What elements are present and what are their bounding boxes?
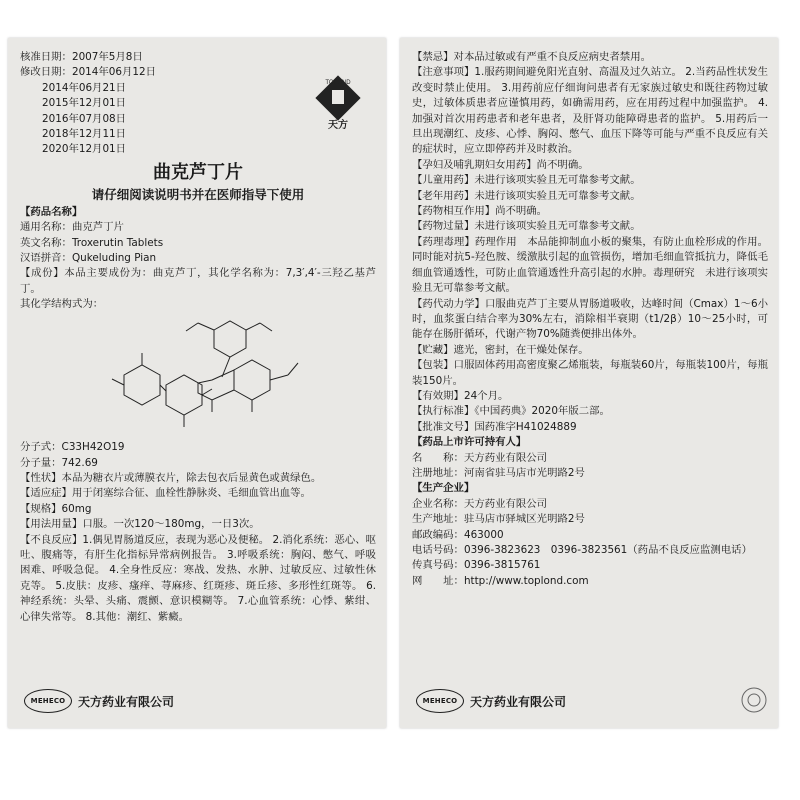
right-page-content xyxy=(412,50,768,589)
revision-date-item: 2020年12月01日 xyxy=(42,143,127,156)
section-standard: 【执行标准】《中国药典》2020年版二部。 xyxy=(412,405,610,418)
english-name: 英文名称：Troxerutin Tablets xyxy=(20,236,164,249)
section-package: 【包装】口服固体药用高密度聚乙烯瓶装，每瓶装60片，每瓶装100片，每瓶装150片。 xyxy=(412,359,768,387)
approval-date: 核准日期：2007年5月8日 xyxy=(20,51,143,63)
section-interactions: 【药物相互作用】尚不明确。 xyxy=(412,205,548,218)
svg-text:天方: 天方 xyxy=(328,120,348,131)
phone: 电话号码：0396-3823623 0396-3823561（药品不良反应监测电话） xyxy=(412,544,752,556)
section-traits: 【性状】本品为糖衣片或薄膜衣片，除去包衣后显黄色或黄绿色。 xyxy=(20,471,322,484)
meheco-logo: MEHECO xyxy=(416,689,464,713)
mah-name: 名 称：天方药业有限公司 xyxy=(412,451,548,464)
section-composition: 【成份】本品主要成份为：曲克芦丁，其化学名称为：7,3′,4′-三羟乙基芦丁。 xyxy=(20,267,376,295)
revision-date: 修改日期：2014年06月12日 xyxy=(20,66,157,79)
section-children: 【儿童用药】未进行该项实验且无可靠参考文献。 xyxy=(412,174,641,187)
postcode: 邮政编码：463000 xyxy=(412,528,504,541)
section-drug-name: 【药品名称】 xyxy=(20,205,83,218)
section-mah: 【药品上市许可持有人】 xyxy=(412,436,527,449)
section-pregnancy: 【孕妇及哺乳期妇女用药】尚不明确。 xyxy=(412,158,589,171)
molecular-weight: 分子量：742.69 xyxy=(20,456,98,469)
manufacturer-name: 企业名称：天方药业有限公司 xyxy=(412,497,548,510)
manufacturer-address: 生产地址：驻马店市驿城区光明路2号 xyxy=(412,513,585,526)
leaflet-page-right xyxy=(400,38,778,728)
left-page-content xyxy=(20,50,376,625)
chemical-structure-diagram xyxy=(94,315,314,435)
structure-label: 其化学结构式为： xyxy=(20,298,104,311)
revision-date-item: 2018年12月11日 xyxy=(42,128,127,141)
section-dosage: 【用法用量】口服。一次120～180mg，一日3次。 xyxy=(20,518,260,531)
section-overdose: 【药物过量】未进行该项实验且无可靠参考文献。 xyxy=(412,220,641,233)
footer-company-name: 天方药业有限公司 xyxy=(78,694,175,709)
section-adverse-reactions: 【不良反应】1.偶见胃肠道反应，表现为恶心及便秘。 2.消化系统：恶心、呕吐、腹痛等，有肝生化指标异常病例报告。 3.呼吸系统：胸闷、憋气、呼吸困难、呼吸急促。 4.全身性反应：寒战、发热、水肿、过敏反应、过敏性休克等。 5.皮肤：皮疹、瘙痒、荨麻疹、红斑疹、斑丘疹、多形性红斑等。 6.神经系统：头晕、头痛、震颤、意识模糊等。 7.心血管系统：心悸、紫绀、心律失常等。 8.其他：潮红、紫癜。 xyxy=(20,533,376,623)
pinyin-name: 汉语拼音：Qukeluding Pian xyxy=(20,252,157,265)
section-indication: 【适应症】用于闭塞综合征、血栓性静脉炎、毛细血管出血等。 xyxy=(20,487,311,500)
tofond-logo-icon xyxy=(314,74,362,132)
generic-name: 通用名称：曲克芦丁片 xyxy=(20,221,124,234)
section-approval-number: 【批准文号】国药准字H41024889 xyxy=(412,420,577,433)
fax: 传真号码：0396-3815761 xyxy=(412,559,541,572)
left-footer xyxy=(24,688,174,714)
section-pharmacology: 【药理毒理】药理作用 本品能抑制血小板的聚集，有防止血栓形成的作用。同时能对抗5-羟色胺、缓激肽引起的血管损伤，增加毛细血管抵抗力，降低毛细血管通透性，可防止血管通透性升高引起的水肿。毒理研究 未进行该项实验且无可靠参考文献。 xyxy=(412,235,768,295)
section-precautions: 【注意事项】1.服药期间避免阳光直射、高温及过久站立。 2.当药品性状发生改变时禁止使用。 3.用药前应仔细询问患者有无家族过敏史和既往药物过敏史，过敏体质患者应谨慎用药，如确需用药，应在用药过程中加强监护。 4.加强对首次用药患者和老年患者，及肝肾功能障碍患者的监护。 5.用药后一旦出现潮红、皮疹、心悸、胸闷、憋气、血压下降等可能与严重不良反应有关的症状时，应立即停药并及时救治。 xyxy=(412,66,768,156)
molecular-formula: 分子式：C33H42O19 xyxy=(20,441,125,454)
leaflet-page-left xyxy=(8,38,386,728)
section-pharmacokinetics: 【药代动力学】口服曲克芦丁主要从胃肠道吸收，达峰时间（Cmax）1～6小时，血浆蛋白结合率为30%左右，消除相半衰期（t1/2β）10～25小时，可能存在肠肝循环，代谢产物70%随粪便排出体外。 xyxy=(412,297,768,341)
meheco-logo: MEHECO xyxy=(24,689,72,713)
drug-title: 曲克芦丁片 xyxy=(153,161,243,183)
revision-date-item: 2014年06月21日 xyxy=(42,81,127,94)
section-manufacturer: 【生产企业】 xyxy=(412,482,475,495)
website: 网 址：http://www.toplond.com xyxy=(412,574,589,587)
section-contraindications: 【禁忌】对本品过敏或有严重不良反应病史者禁用。 xyxy=(412,51,651,63)
revision-date-item: 2015年12月01日 xyxy=(42,97,127,110)
usage-warning: 请仔细阅读说明书并在医师指导下使用 xyxy=(91,186,305,202)
section-spec: 【规格】60mg xyxy=(20,502,92,515)
corner-seal-icon xyxy=(740,686,768,714)
revision-date-item: 2016年07月08日 xyxy=(42,112,127,125)
section-elderly: 【老年用药】未进行该项实验且无可靠参考文献。 xyxy=(412,189,641,202)
footer-company-name: 天方药业有限公司 xyxy=(470,694,567,709)
svg-text:TOFOND: TOFOND xyxy=(325,80,351,86)
section-validity: 【有效期】24个月。 xyxy=(412,389,509,402)
section-storage: 【贮藏】遮光，密封，在干燥处保存。 xyxy=(412,343,589,356)
mah-address: 注册地址：河南省驻马店市光明路2号 xyxy=(412,466,585,479)
right-footer xyxy=(416,688,566,714)
